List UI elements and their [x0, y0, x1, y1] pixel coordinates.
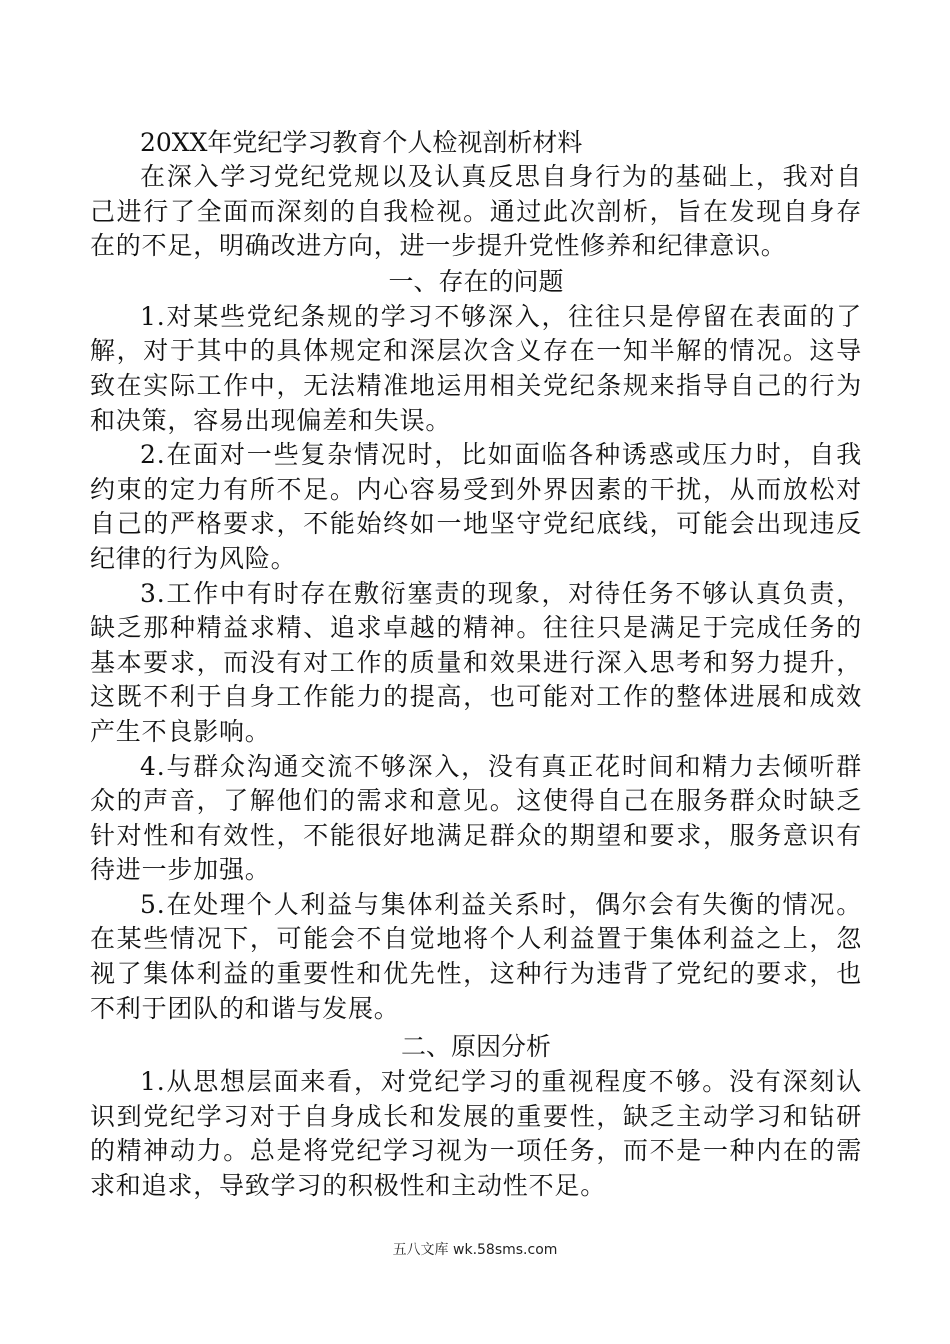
footer-watermark: 五八文库 wk.58sms.com: [392, 1242, 558, 1258]
paragraph: 1.从思想层面来看，对党纪学习的重视程度不够。没有深刻认识到党纪学习对于自身成长和发展的重要性，缺乏主动学习和钻研的精神动力。总是将党纪学习视为一项任务，而不是一种内在的需求和追求，导致学习的积极性和主动性不足。: [90, 1067, 862, 1201]
section-cause-analysis: [90, 1029, 862, 1203]
section-heading: 二、原因分析: [400, 1032, 551, 1062]
paragraph: 4.与群众沟通交流不够深入，没有真正花时间和精力去倾听群众的声音，了解他们的需求和意见。这使得自己在服务群众时缺乏针对性和有效性，不能很好地满足群众的期望和要求，服务意识有待进一步加强。: [90, 751, 862, 885]
document-page: [90, 126, 862, 1204]
paragraph: 3.工作中有时存在敷衍塞责的现象，对待任务不够认真负责，缺乏那种精益求精、追求卓越的精神。往往只是满足于完成任务的基本要求，而没有对工作的质量和效果进行深入思考和努力提升，这既不利于自身工作能力的提高，也可能对工作的整体进展和成效产生不良影响。: [90, 578, 862, 746]
paragraph: 2.在面对一些复杂情况时，比如面临各种诱惑或压力时，自我约束的定力有所不足。内心容易受到外界因素的干扰，从而放松对自己的严格要求，不能始终如一地坚守党纪底线，可能会出现违反纪律的行为风险。: [90, 440, 862, 573]
intro-paragraph: 在深入学习党纪党规以及认真反思自身行为的基础上，我对自己进行了全面而深刻的自我检视。通过此次剖析，旨在发现自身存在的不足，明确改进方向，进一步提升党性修养和纪律意识。: [90, 162, 862, 261]
section-problems: [90, 264, 862, 1026]
section-heading: 一、存在的问题: [388, 266, 564, 296]
document-title: 20XX年党纪学习教育个人检视剖析材料: [140, 128, 583, 157]
paragraph: 1.对某些党纪条规的学习不够深入，往往只是停留在表面的了解，对于其中的具体规定和深层次含义存在一知半解的情况。这导致在实际工作中，无法精准地运用相关党纪条规来指导自己的行为和决策，容易出现偏差和失误。: [90, 301, 862, 435]
paragraph: 5.在处理个人利益与集体利益关系时，偶尔会有失衡的情况。在某些情况下，可能会不自觉地将个人利益置于集体利益之上，忽视了集体利益的重要性和优先性，这种行为违背了党纪的要求，也不利于团队的和谐与发展。: [90, 889, 862, 1023]
